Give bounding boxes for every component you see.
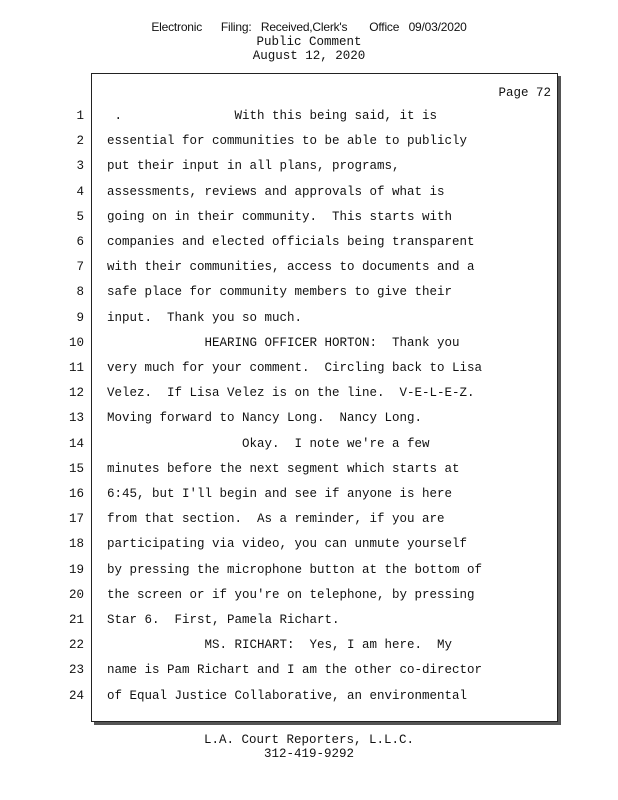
line-number: 5 (76, 209, 84, 224)
line-number: 7 (76, 260, 84, 275)
transcript-line: Star 6. First, Pamela Richart. (107, 613, 340, 627)
document-title: Public Comment (256, 35, 362, 49)
line-number: 17 (68, 512, 84, 527)
line-number: 13 (68, 411, 84, 426)
line-number: 3 (76, 159, 84, 174)
line-number: 1 (76, 109, 84, 123)
transcript-line: MS. RICHART: Yes, I am here. My (107, 638, 453, 653)
transcript-line: minutes before the next segment which starts at (107, 461, 460, 476)
transcript-line: name is Pam Richart and I am the other co-director (107, 663, 483, 678)
transcript-line: of Equal Justice Collaborative, an environmental (107, 688, 468, 703)
footer-phone: 312-419-9292 (263, 747, 354, 761)
transcript-line: HEARING OFFICER HORTON: Thank you (107, 335, 460, 350)
transcript-line: essential for communities to be able to publicly (107, 134, 468, 149)
filing-stamp: Electronic Filing: Received,Clerk's Office 09/03/2020 (151, 20, 467, 34)
transcript-line: Okay. I note we're a few (107, 436, 430, 451)
transcript-line: put their input in all plans, programs, (107, 159, 400, 174)
page-number: Page 72 (498, 86, 551, 100)
line-number: 6 (76, 235, 84, 249)
transcript-line: from that section. As a reminder, if you are (107, 512, 445, 527)
document-date: August 12, 2020 (252, 49, 366, 63)
transcript-line: participating via video, you can unmute yourself (107, 537, 468, 552)
line-number: 18 (68, 537, 84, 552)
line-number: 20 (68, 587, 84, 602)
transcript-line: going on in their community. This starts with (107, 209, 453, 224)
line-number: 14 (68, 436, 84, 451)
transcript-line: very much for your comment. Circling back to Lisa (107, 361, 483, 375)
line-number: 22 (68, 638, 84, 653)
transcript-line: with their communities, access to documents and a (107, 260, 475, 275)
line-number: 16 (68, 487, 84, 501)
transcript-line: safe place for community members to give their (107, 285, 453, 300)
transcript-line: 6:45, but I'll begin and see if anyone is here (107, 487, 453, 501)
line-number: 23 (68, 663, 84, 678)
transcript-line: Moving forward to Nancy Long. Nancy Long. (107, 411, 423, 426)
line-number: 10 (68, 335, 84, 350)
line-number: 4 (76, 184, 84, 199)
line-number: 15 (68, 461, 84, 476)
line-number: 8 (76, 285, 84, 300)
line-number: 9 (76, 310, 84, 325)
transcript-line: assessments, reviews and approvals of what is (107, 184, 445, 199)
transcript-line: companies and elected officials being transparent (107, 235, 475, 249)
footer-company: L.A. Court Reporters, L.L.C. (203, 733, 415, 747)
transcript-line: Velez. If Lisa Velez is on the line. V-E-L-E-Z. (107, 386, 475, 401)
transcript-line: . With this being said, it is (107, 109, 438, 123)
transcript-line: input. Thank you so much. (107, 310, 303, 325)
transcript-line: the screen or if you're on telephone, by pressing (107, 587, 475, 602)
line-number: 12 (68, 386, 84, 401)
line-number: 2 (76, 134, 84, 149)
line-number: 21 (68, 613, 84, 627)
line-number: 19 (68, 562, 84, 577)
transcript-line: by pressing the microphone button at the bottom of (107, 562, 483, 577)
line-number: 24 (68, 688, 84, 703)
line-number: 11 (68, 361, 84, 375)
